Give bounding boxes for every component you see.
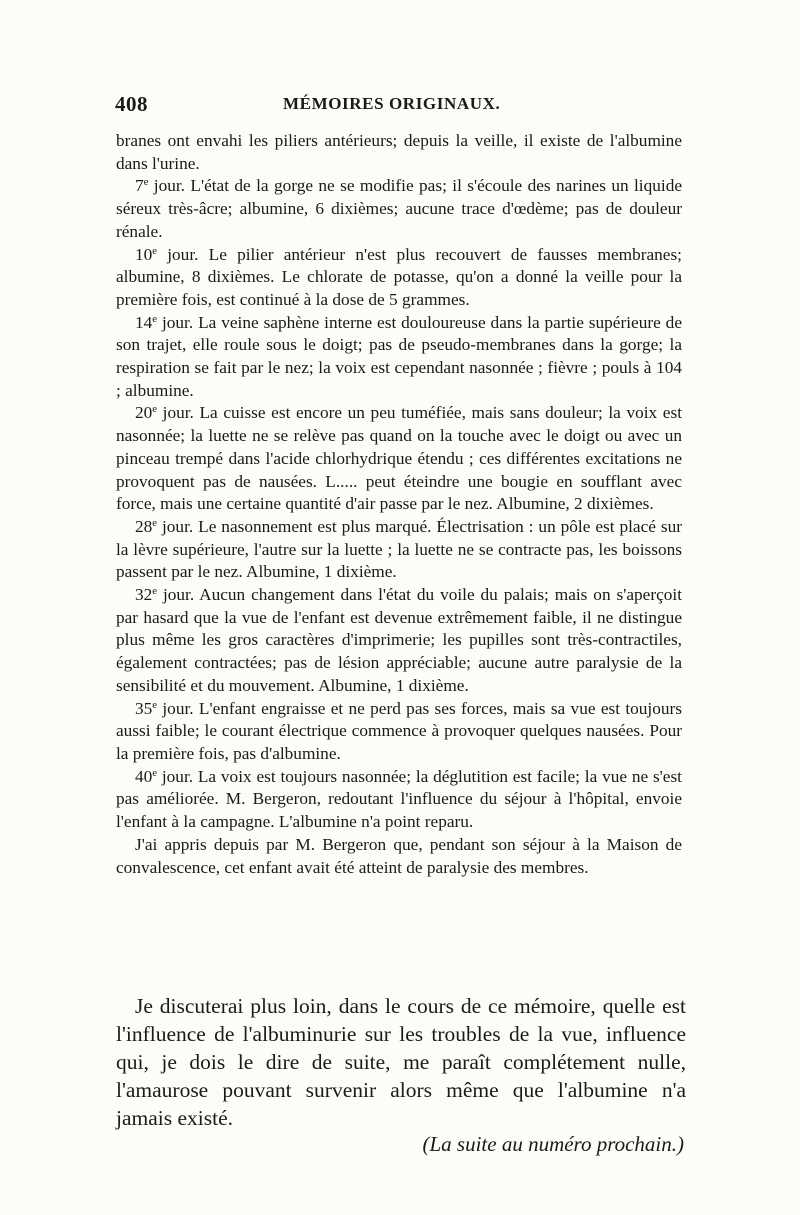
page-number: 408 [115, 92, 148, 116]
paragraph: 40e jour. La voix est toujours nasonnée; la déglutition est facile; la vue ne s'est pas améliorée. M. Bergeron, redoutant l'influence du séjour à l'hôpital, envoie l'enfant à la campagne. L'albumine n'a point reparu. [116, 766, 682, 832]
paragraph: 35e jour. L'enfant engraisse et ne perd pas ses forces, mais sa vue est toujours aussi faible; le courant électrique commence à provoquer quelques nausées. Pour la première fois, pas d'albumine. [116, 698, 682, 763]
continued-note: (La suite au numéro prochain.) [422, 1132, 684, 1156]
paragraph: J'ai appris depuis par M. Bergeron que, pendant son séjour à la Maison de convalescence, cet enfant avait été atteint de paralysie des membres. [116, 834, 682, 877]
paragraph: 7e jour. L'état de la gorge ne se modifie pas; il s'écoule des narines un liquide séreux très-âcre; albumine, 6 dixièmes; aucune trace d'œdème; pas de douleur rénale. [116, 176, 682, 241]
running-head: MÉMOIRES ORIGINAUX. [283, 94, 501, 113]
body-text [116, 130, 682, 879]
paragraph: 28e jour. Le nasonnement est plus marqué. Électrisation : un pôle est placé sur la lèvre supérieure, l'autre sur la luette ; la luette ne se contracte pas, les boissons passent par le nez. Albumine, 1 dixième. [116, 516, 682, 582]
paragraph: 20e jour. La cuisse est encore un peu tuméfiée, mais sans douleur; la voix est nasonnée; la luette ne se relève pas quand on la touche avec le doigt ou avec un pinceau trempé dans l'acide chlorhydrique étendu ; ces différentes excitations ne provoquent pas de nausées. L..... peut éteindre une bougie en soufflant avec force, mais une certaine quantité d'air passe par le nez. Albumine, 2 dixièmes. [116, 403, 682, 514]
paragraph: 32e jour. Aucun changement dans l'état du voile du palais; mais on s'aperçoit par hasard que la vue de l'enfant est devenue extrêmement faible, il ne distingue plus même les gros caractères d'imprimerie; les pupilles sont très-contractiles, également contractées; pas de lésion appréciable; aucune autre paralysie de la sensibilité et du mouvement. Albumine, 1 dixième. [116, 585, 682, 695]
paragraph: branes ont envahi les piliers antérieurs; depuis la veille, il existe de l'albumine dans l'urine. [116, 131, 682, 173]
conclusion-paragraph [116, 992, 686, 1132]
paragraph: 14e jour. La veine saphène interne est douloureuse dans la partie supérieure de son trajet, elle roule sous le doigt; pas de pseudo-membranes dans la gorge; la respiration se fait par le nez; la voix est cependant nasonnée ; fièvre ; pouls à 104 ; albumine. [116, 312, 682, 400]
paragraph: 10e jour. Le pilier antérieur n'est plus recouvert de fausses membranes; albumine, 8 dixièmes. Le chlorate de potasse, qu'on a donné la veille pour la première fois, est continué à la dose de 5 grammes. [116, 244, 682, 309]
conclusion-text: Je discuterai plus loin, dans le cours de ce mémoire, quelle est l'influence de l'albuminurie sur les troubles de la vue, influence qui, je dois le dire de suite, me paraît complétement nulle, l'amaurose pouvant survenir alors même que l'albumine n'a jamais existé. [116, 994, 686, 1130]
page-header [115, 92, 685, 122]
